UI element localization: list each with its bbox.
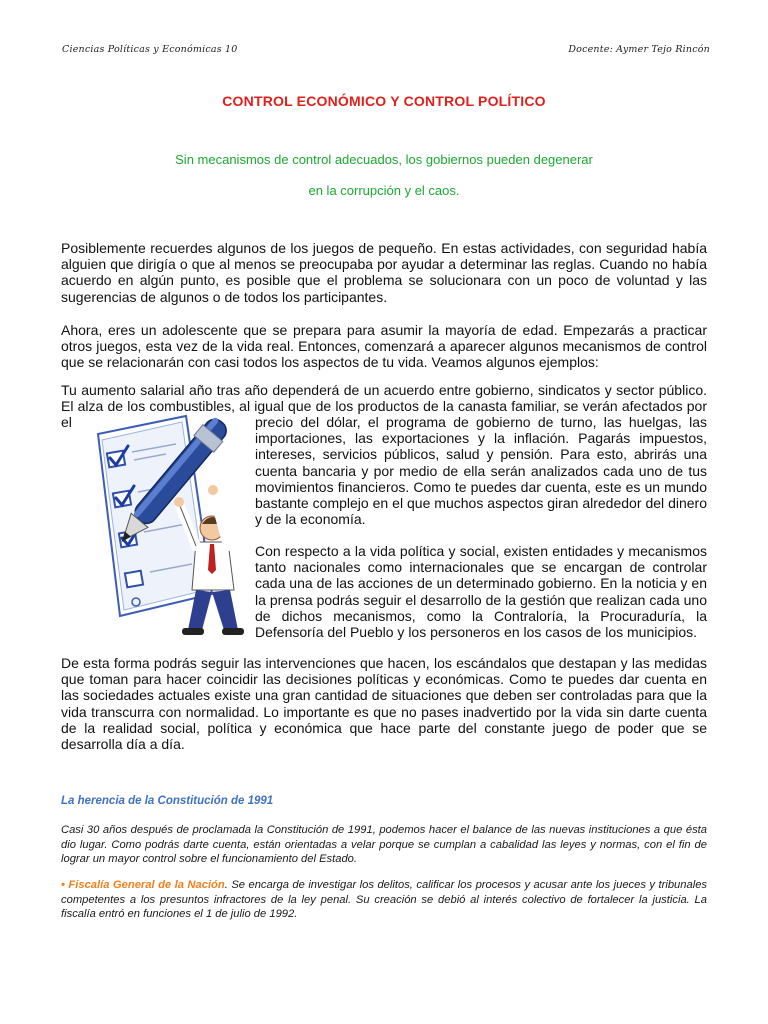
section-title-constitution: La herencia de la Constitución de 1991 bbox=[61, 795, 274, 807]
header-course: Ciencias Políticas y Económicas 10 bbox=[62, 44, 238, 55]
bullet-text-fiscalia: . Se encarga de investigar los delitos, calificar los procesos y acusar ante los jueces y tribunales competentes a los presuntos infractores de la ley penal. Su creación se debió al interés colectivo de fortalecer la justicia. La fiscalía entró en funciones el 1 de julio de 1992. bbox=[61, 879, 708, 920]
checklist-pen-illustration bbox=[84, 394, 244, 642]
paragraph-adolescence: Ahora, eres un adolescente que se prepara para asumir la mayoría de edad. Empezarás a practicar otros juegos, esta vez de la vida real. Entonces, comenzará a aparecer algunos mecanismos de control que se relacionarán con casi todos los aspectos de tu vida. Veamos algunos ejemplos: bbox=[61, 322, 707, 371]
bullet-symbol: • bbox=[61, 879, 65, 891]
paragraph-childhood-games: Posiblemente recuerdes algunos de los juegos de pequeño. En estas actividades, con seguridad había alguien que dirigía o que al menos se preocupaba por ayudar a determinar las reglas. Cuando no había acuerdo en algún punto, es posible que el problema se solucionara con un poco de voluntad y las sugerencias de algunos o de todos los participantes. bbox=[61, 240, 707, 305]
bullet-title-fiscalia: Fiscalía General de la Nación bbox=[68, 879, 225, 891]
page-title: CONTROL ECONÓMICO Y CONTROL POLÍTICO bbox=[222, 93, 546, 109]
subtitle-line-2: en la corrupción y el caos. bbox=[308, 183, 460, 198]
paragraph-economy-continued: precio del dólar, el programa de gobierno de turno, las huelgas, las importaciones, las exportaciones y la inflación. Pagarás impuestos, intereses, servicios públicos, salud y pensión. Para esto, abrirás una cuenta bancaria y por medio de ella serán analizados cada uno de tus movimientos financieros. Como te puedes dar cuenta, este es un mundo bastante complejo en el que muchos aspectos giran alrededor del dinero y de la economía. bbox=[255, 414, 707, 528]
paragraph-salary: Tu aumento salarial año tras año dependerá de un acuerdo entre gobierno, sindicatos y sector público. El alza de los combustibles, al igual que de los productos de la canasta familiar, se verán afectados por el bbox=[61, 382, 707, 431]
header-teacher: Docente: Aymer Tejo Rincón bbox=[568, 44, 710, 55]
subtitle-line-1: Sin mecanismos de control adecuados, los gobiernos pueden degenerar bbox=[175, 152, 593, 167]
paragraph-conclusion: De esta forma podrás seguir las intervenciones que hacen, los escándalos que destapan y las medidas que toman para hacer coincidir las decisiones políticas y económicas. Como te puedes dar cuenta en las sociedades actuales existe una gran cantidad de situaciones que deben ser controladas para que la vida transcurra con normalidad. Lo importante es que no pases inadvertido por la vida sin darte cuenta de la realidad social, política y económica que hace parte del constante juego de poder que se desarrolla día a día. bbox=[61, 655, 707, 753]
paragraph-political-control: Con respecto a la vida política y social, existen entidades y mecanismos tanto nacionales como internacionales que se encargan de controlar cada una de las acciones de un determinado gobierno. En la noticia y en la prensa podrás seguir el desarrollo de la gestión que realizan cada uno de dichos mecanismos, como la Contraloría, la Procuraduría, la Defensoría del Pueblo y los personeros en los casos de los municipios. bbox=[255, 543, 707, 641]
bullet-fiscalia bbox=[61, 878, 707, 922]
section-intro: Casi 30 años después de proclamada la Constitución de 1991, podemos hacer el balance de las nuevas instituciones a que ésta dio lugar. Como podrás darte cuenta, están orientadas a velar porque se cumplan a cabalidad las leyes y normas, con el fin de lograr un mayor control sobre el funcionamiento del Estado. bbox=[61, 824, 707, 865]
